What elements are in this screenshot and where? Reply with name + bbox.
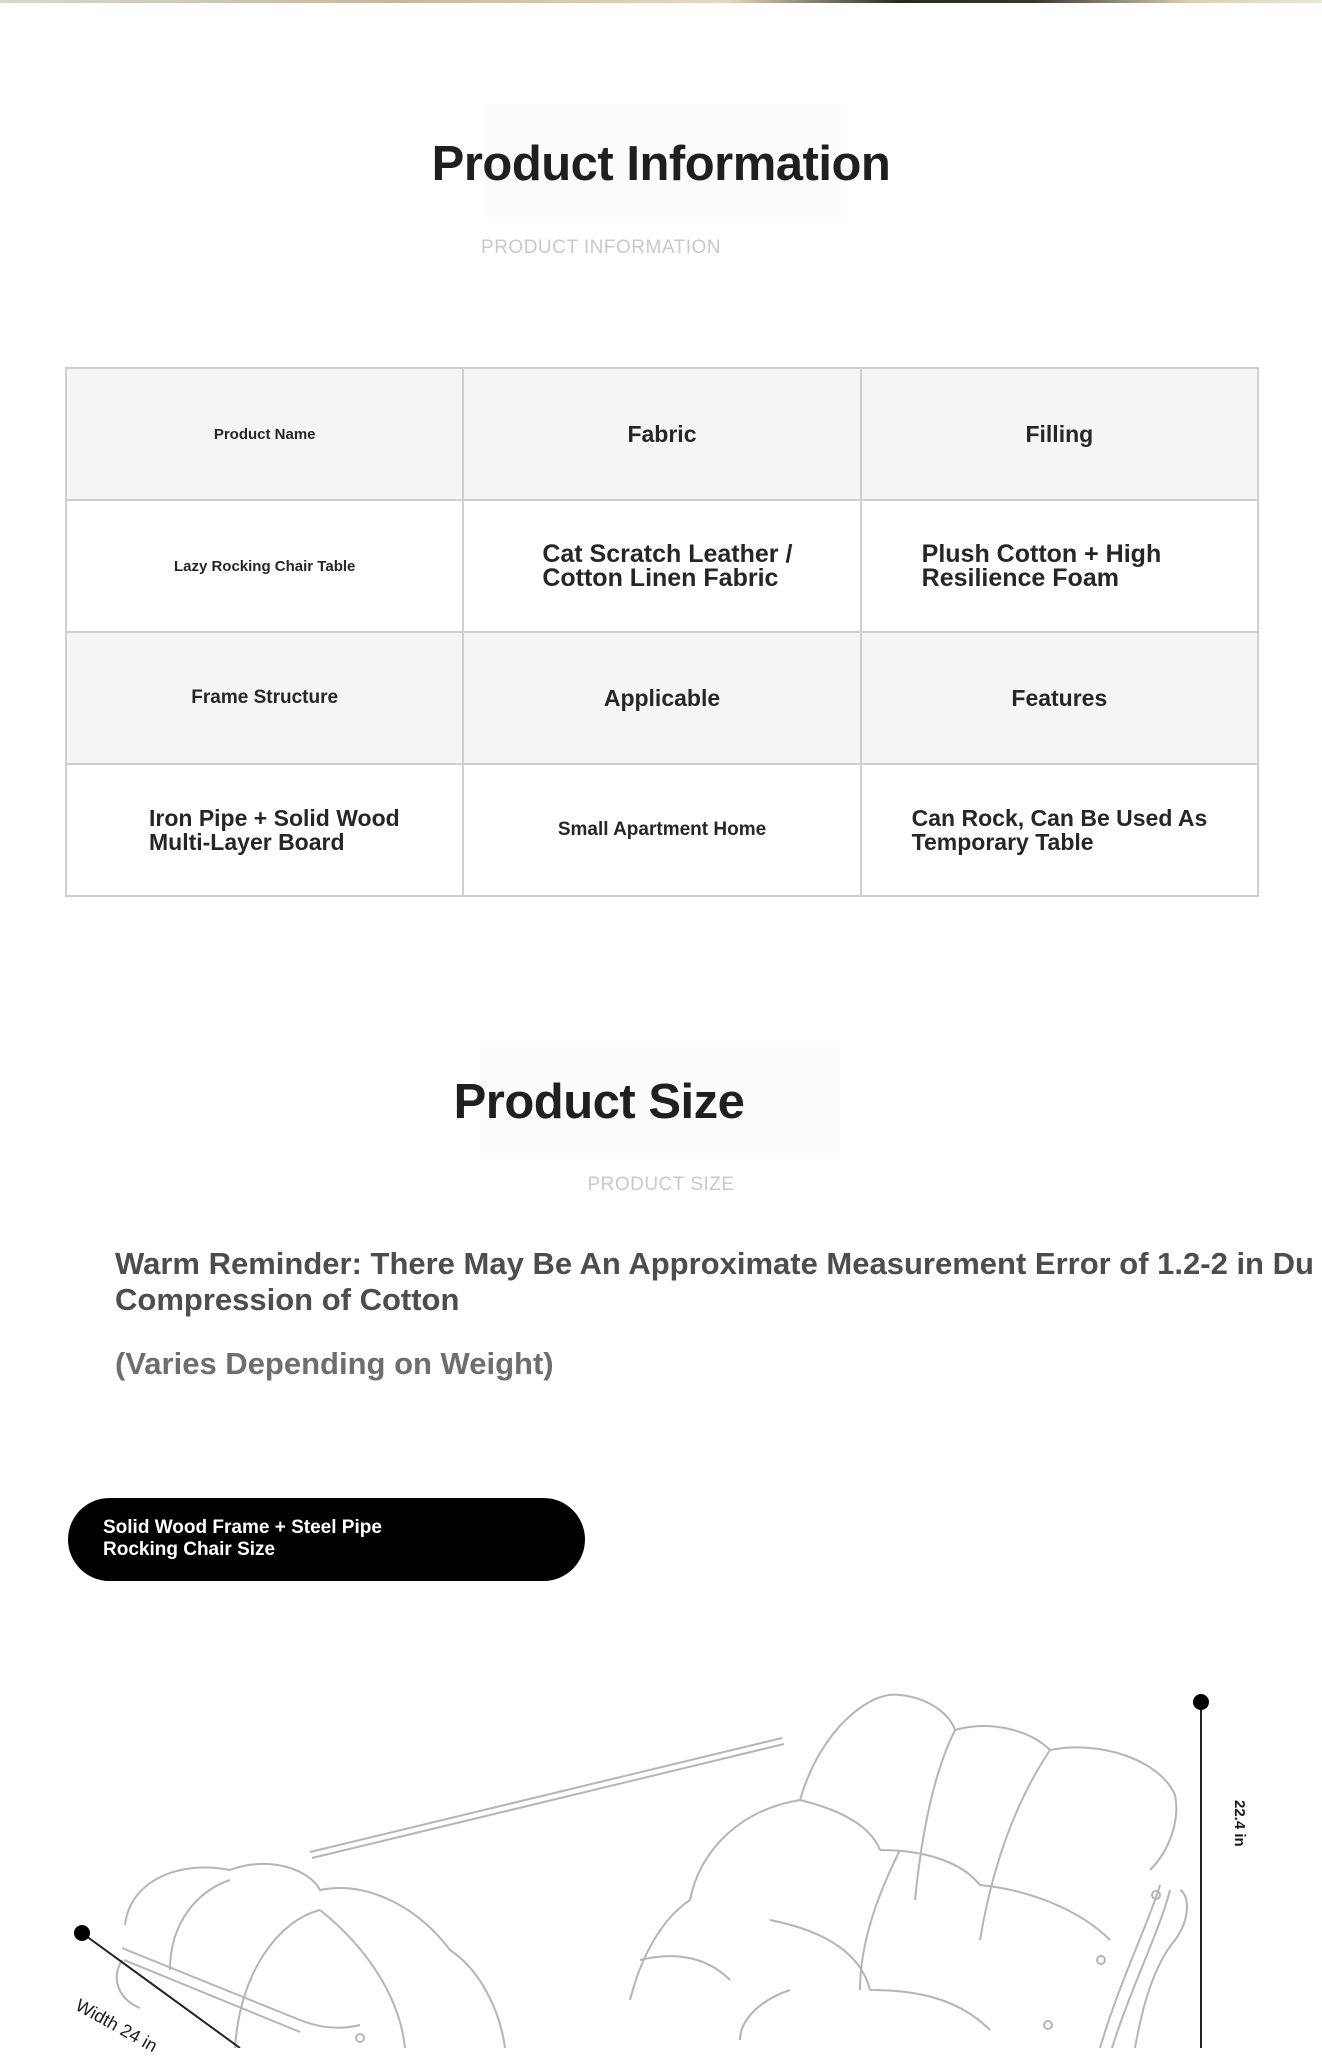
table-cell: Iron Pipe + Solid Wood Multi-Layer Board [66,764,463,896]
reminder-line-2: Compression of Cotton [115,1282,460,1317]
frame-bolt [1097,1956,1105,1964]
measurement-reminder [115,1246,1322,1318]
weight-note: (Varies Depending on Weight) [115,1346,554,1381]
product-size-title: Product Size [453,1075,745,1129]
rocking-chair-drawing [0,1620,1322,2048]
width-dimension-dot [74,1925,90,1941]
product-information-subtitle: PRODUCT INFORMATION [481,237,721,258]
size-label-pill [68,1498,585,1581]
table-row [66,368,1258,500]
table-header-cell: Filling [861,368,1258,500]
table-header-cell: Frame Structure [66,632,463,764]
table-cell: Lazy Rocking Chair Table [66,500,463,632]
table-header-cell: Product Name [66,368,463,500]
table-cell: Small Apartment Home [463,764,860,896]
reminder-line-1: Warm Reminder: There May Be An Approximate Measurement Error of 1.2-2 in Du [115,1246,1314,1281]
width-dimension-label: Width 24 in [72,1995,161,2057]
table-cell: Can Rock, Can Be Used As Temporary Table [861,764,1258,896]
product-info-table [65,367,1259,897]
chair-crossbar [310,1738,784,1858]
table-header-cell: Applicable [463,632,860,764]
table-header-cell: Features [861,632,1258,764]
chair-back-tufts [770,1730,1110,2030]
product-size-subtitle: PRODUCT SIZE [587,1174,735,1195]
pill-line-2: Rocking Chair Size [103,1539,276,1560]
pill-line-1: Solid Wood Frame + Steel Pipe [103,1517,382,1538]
height-dimension-label: 22.4 in [1231,1800,1248,1847]
table-cell: Cat Scratch Leather / Cotton Linen Fabric [463,500,860,632]
table-row [66,632,1258,764]
chair-frame-right [1100,1885,1187,2048]
table-row [66,500,1258,632]
product-information-title: Product Information [431,137,891,191]
frame-bolt [356,2034,364,2042]
frame-bolt [1044,2021,1052,2029]
table-header-cell: Fabric [463,368,860,500]
top-image-strip [0,0,1322,3]
table-cell: Plush Cotton + High Resilience Foam [861,500,1258,632]
table-row [66,764,1258,896]
height-dimension-dot [1193,1694,1209,1710]
chair-front-cushion [125,1864,505,2048]
chair-back-outline [800,1695,1176,1870]
